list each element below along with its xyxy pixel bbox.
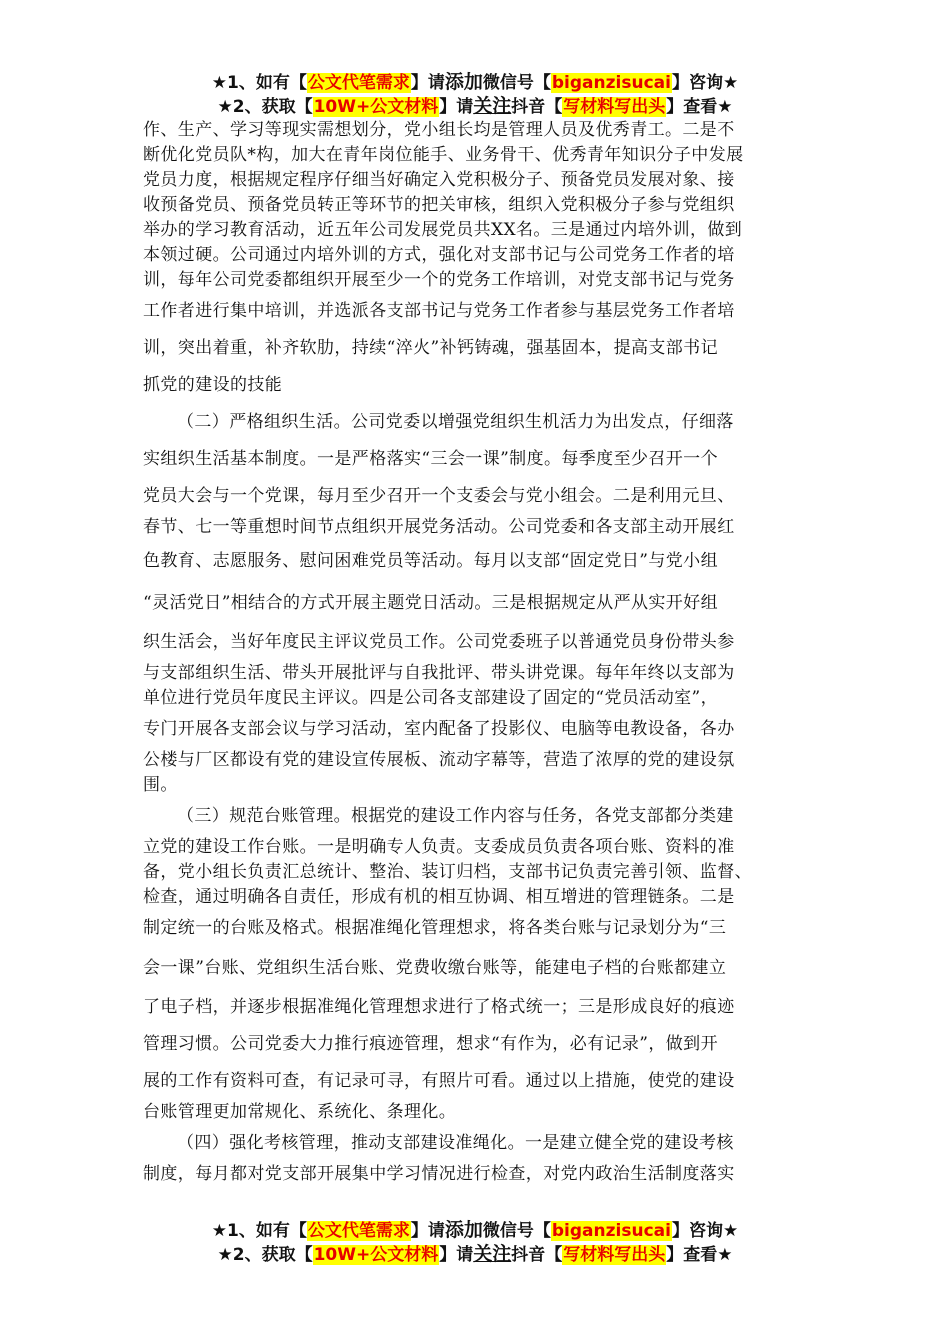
text-line: 台账管理更加常规化、系统化、条理化。 [143,1102,457,1122]
header-banner [0,70,950,118]
banner-highlight: 10W+公文材料 [313,1245,439,1265]
banner-text: 】请 [410,1221,445,1241]
text-line: 工作者进行集中培训，并选派各支部书记与党务工作者参与基层党务工作者培 [143,301,735,321]
banner-text: 】请 [439,1245,474,1265]
text-line: 公楼与厂区都设有党的建设宣传展板、流动字幕等，营造了浓厚的党的建设氛 [143,750,735,770]
text-line: 党员力度，根据规定程序仔细当好确定入党积极分子、预备党员发展对象、接 [143,170,735,190]
banner-emphasis: 关注 [473,1243,512,1265]
paragraph-heading-3: （三）规范台账管理。根据党的建设工作内容与任务，各党支部都分类建 [177,806,734,826]
text-line: 围。 [143,775,178,795]
banner-text: 】查看★ [666,1245,733,1265]
banner-text: 抖音【 [511,1245,563,1265]
banner-text: 】请 [439,97,474,117]
text-line: 制度，每月都对党支部开展集中学习情况进行检查，对党内政治生活制度落实 [143,1164,735,1184]
banner-text: 】查看★ [666,97,733,117]
banner-text: 】请 [410,73,445,93]
text-line: 管理习惯。公司党委大力推行痕迹管理，想求“有作为，必有记录”，做到开 [143,1034,718,1054]
banner-line-1 [0,70,950,94]
text-line: 会一课”台账、党组织生活台账、党费收缴台账等，能建电子档的台账都建立 [143,958,727,978]
footer-banner [0,1218,950,1266]
banner-text: 微信号【 [482,1221,551,1241]
text-line: 色教育、志愿服务、慰问困难党员等活动。每月以支部“固定党日”与党小组 [143,551,718,571]
banner-text: 】咨询★ [671,73,739,93]
text-line: 举办的学习教育活动，近五年公司发展党员共XX名。三是通过内培外训，做到 [143,220,743,240]
banner-emphasis: 添加 [444,71,483,93]
paragraph-heading-4: （四）强化考核管理，推动支部建设准绳化。一是建立健全党的建设考核 [177,1133,734,1153]
banner-emphasis: 关注 [473,95,512,117]
banner-highlight: biganzisucai [551,73,671,93]
document-body [143,118,807,1187]
banner-text: 抖音【 [511,97,563,117]
banner-highlight: 公文代笔需求 [307,1221,410,1241]
banner-text: 】咨询★ [671,1221,739,1241]
text-line: 与支部组织生活、带头开展批评与自我批评、带头讲党课。每年年终以支部为 [143,663,735,683]
banner-highlight: 10W+公文材料 [313,97,439,117]
banner-highlight: 写材料写出头 [563,1245,666,1265]
banner-text: ★2、获取【 [217,1245,313,1265]
paragraph-heading-2: （二）严格组织生活。公司党委以增强党组织生机活力为出发点，仔细落 [177,412,734,432]
text-line: 训，每年公司党委都组织开展至少一个的党务工作培训，对党支部书记与党务 [143,270,735,290]
text-line: 党员大会与一个党课，每月至少召开一个支委会与党小组会。二是利用元旦、 [143,486,735,506]
text-line: 立党的建设工作台账。一是明确专人负责。支委成员负责各项台账、资料的准 [143,837,735,857]
text-line: 训，突出着重，补齐软肋，持续“淬火”补钙铸魂，强基固本，提高支部书记 [143,338,718,358]
text-line: 了电子档，并逐步根据准绳化管理想求进行了格式统一；三是形成良好的痕迹 [143,997,735,1017]
banner-highlight: 公文代笔需求 [307,73,410,93]
banner-line-1 [0,1218,950,1242]
text-line: 织生活会，当好年度民主评议党员工作。公司党委班子以普通党员身份带头参 [143,632,735,652]
text-line: 断优化党员队*构，加大在青年岗位能手、业务骨干、优秀青年知识分子中发展 [143,145,744,165]
text-line: 制定统一的台账及格式。根据准绳化管理想求，将各类台账与记录划分为“三 [143,918,727,938]
text-line: 收预备党员、预备党员转正等环节的把关审核，组织入党积极分子参与党组织 [143,195,735,215]
banner-emphasis: 添加 [444,1219,483,1241]
text-line: “灵活党日”相结合的方式开展主题党日活动。三是根据规定从严从实开好组 [143,593,718,613]
banner-text: 微信号【 [482,73,551,93]
text-line: 本领过硬。公司通过内培外训的方式，强化对支部书记与公司党务工作者的培 [143,245,735,265]
banner-text: ★2、获取【 [217,97,313,117]
text-line: 抓党的建设的技能 [143,375,283,395]
text-line: 单位进行党员年度民主评议。四是公司各支部建设了固定的“党员活动室”， [143,688,718,708]
banner-highlight: biganzisucai [551,1221,671,1241]
banner-highlight: 写材料写出头 [563,97,666,117]
banner-text: ★1、如有【 [211,73,307,93]
text-line: 展的工作有资料可查，有记录可寻，有照片可看。通过以上措施，使党的建设 [143,1071,735,1091]
text-line: 春节、七一等重想时间节点组织开展党务活动。公司党委和各支部主动开展红 [143,517,735,537]
text-line: 实组织生活基本制度。一是严格落实“三会一课”制度。每季度至少召开一个 [143,449,718,469]
banner-line-2 [0,94,950,118]
text-line: 检查，通过明确各自责任，形成有机的相互协调、相互增进的管理链条。二是 [143,887,735,907]
text-line: 专门开展各支部会议与学习活动，室内配备了投影仪、电脑等电教设备，各办 [143,719,735,739]
text-line: 备，党小组长负责汇总统计、整治、装订归档，支部书记负责完善引领、监督、 [143,862,752,882]
banner-text: ★1、如有【 [211,1221,307,1241]
banner-line-2 [0,1242,950,1266]
text-line: 作、生产、学习等现实需想划分，党小组长均是管理人员及优秀青工。二是不 [143,120,735,140]
